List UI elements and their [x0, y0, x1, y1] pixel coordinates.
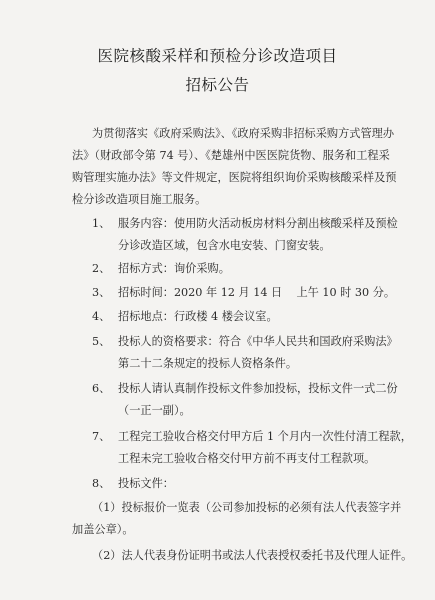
item-text: 投标人请认真制作投标文件参加投标，投标文件一式二份: [118, 382, 398, 395]
intro-line: 检分诊改造项目施工服务。: [72, 193, 207, 206]
item-text: 服务内容：使用防火活动板房材料分割出核酸采样及预检: [118, 217, 398, 230]
item-number: 1、: [92, 217, 111, 230]
intro-line: 法》（财政部令第 74 号）、《楚雄州中医医院货物、服务和工程采: [72, 149, 390, 162]
item-text: 投标文件：: [118, 477, 174, 490]
intro-line: 为贯彻落实《政府采购法》、《政府采购非招标采购方式管理办: [92, 127, 395, 140]
sub-item-text: 加盖公章）。: [72, 523, 134, 536]
item-text: 投标人的资格要求：符合《中华人民共和国政府采购法》: [118, 335, 398, 348]
item-number: 2、: [92, 262, 111, 275]
item-text: 招标方式：询价采购。: [118, 262, 230, 275]
sub-item-text: （1）投标报价一览表（公司参加投标的必须有法人代表签字并: [92, 501, 402, 514]
item-number: 7、: [92, 430, 111, 443]
item-text: 第二十二条规定的投标人资格条件。: [118, 357, 298, 370]
title-line-2: 招标公告: [185, 76, 250, 94]
item-text: 招标地点：行政楼 4 楼会议室。: [118, 310, 278, 323]
item-text: （一正一副）。: [118, 404, 191, 417]
item-text: 分诊改造区域，包含水电安装、门窗安装。: [118, 239, 331, 252]
item-text: 工程未完工验收合格交付甲方前不再支付工程款项。: [118, 452, 376, 465]
item-number: 4、: [92, 310, 111, 323]
item-number: 3、: [92, 286, 111, 299]
item-text: 招标时间：2020 年 12 月 14 日 上午 10 时 30 分。: [118, 286, 396, 299]
item-number: 8、: [92, 477, 111, 490]
item-number: 5、: [92, 335, 111, 348]
item-text: 工程完工验收合格交付甲方后 1 个月内一次性付清工程款，: [118, 430, 412, 443]
sub-item-text: （2）法人代表身份证明书或法人代表授权委托书及代理人证件。: [92, 549, 413, 562]
item-number: 6、: [92, 382, 111, 395]
title-line-1: 医院核酸采样和预检分诊改造项目: [97, 47, 338, 65]
intro-line: 购管理实施办法》等文件规定，医院将组织询价采购核酸采样及预: [72, 171, 397, 184]
